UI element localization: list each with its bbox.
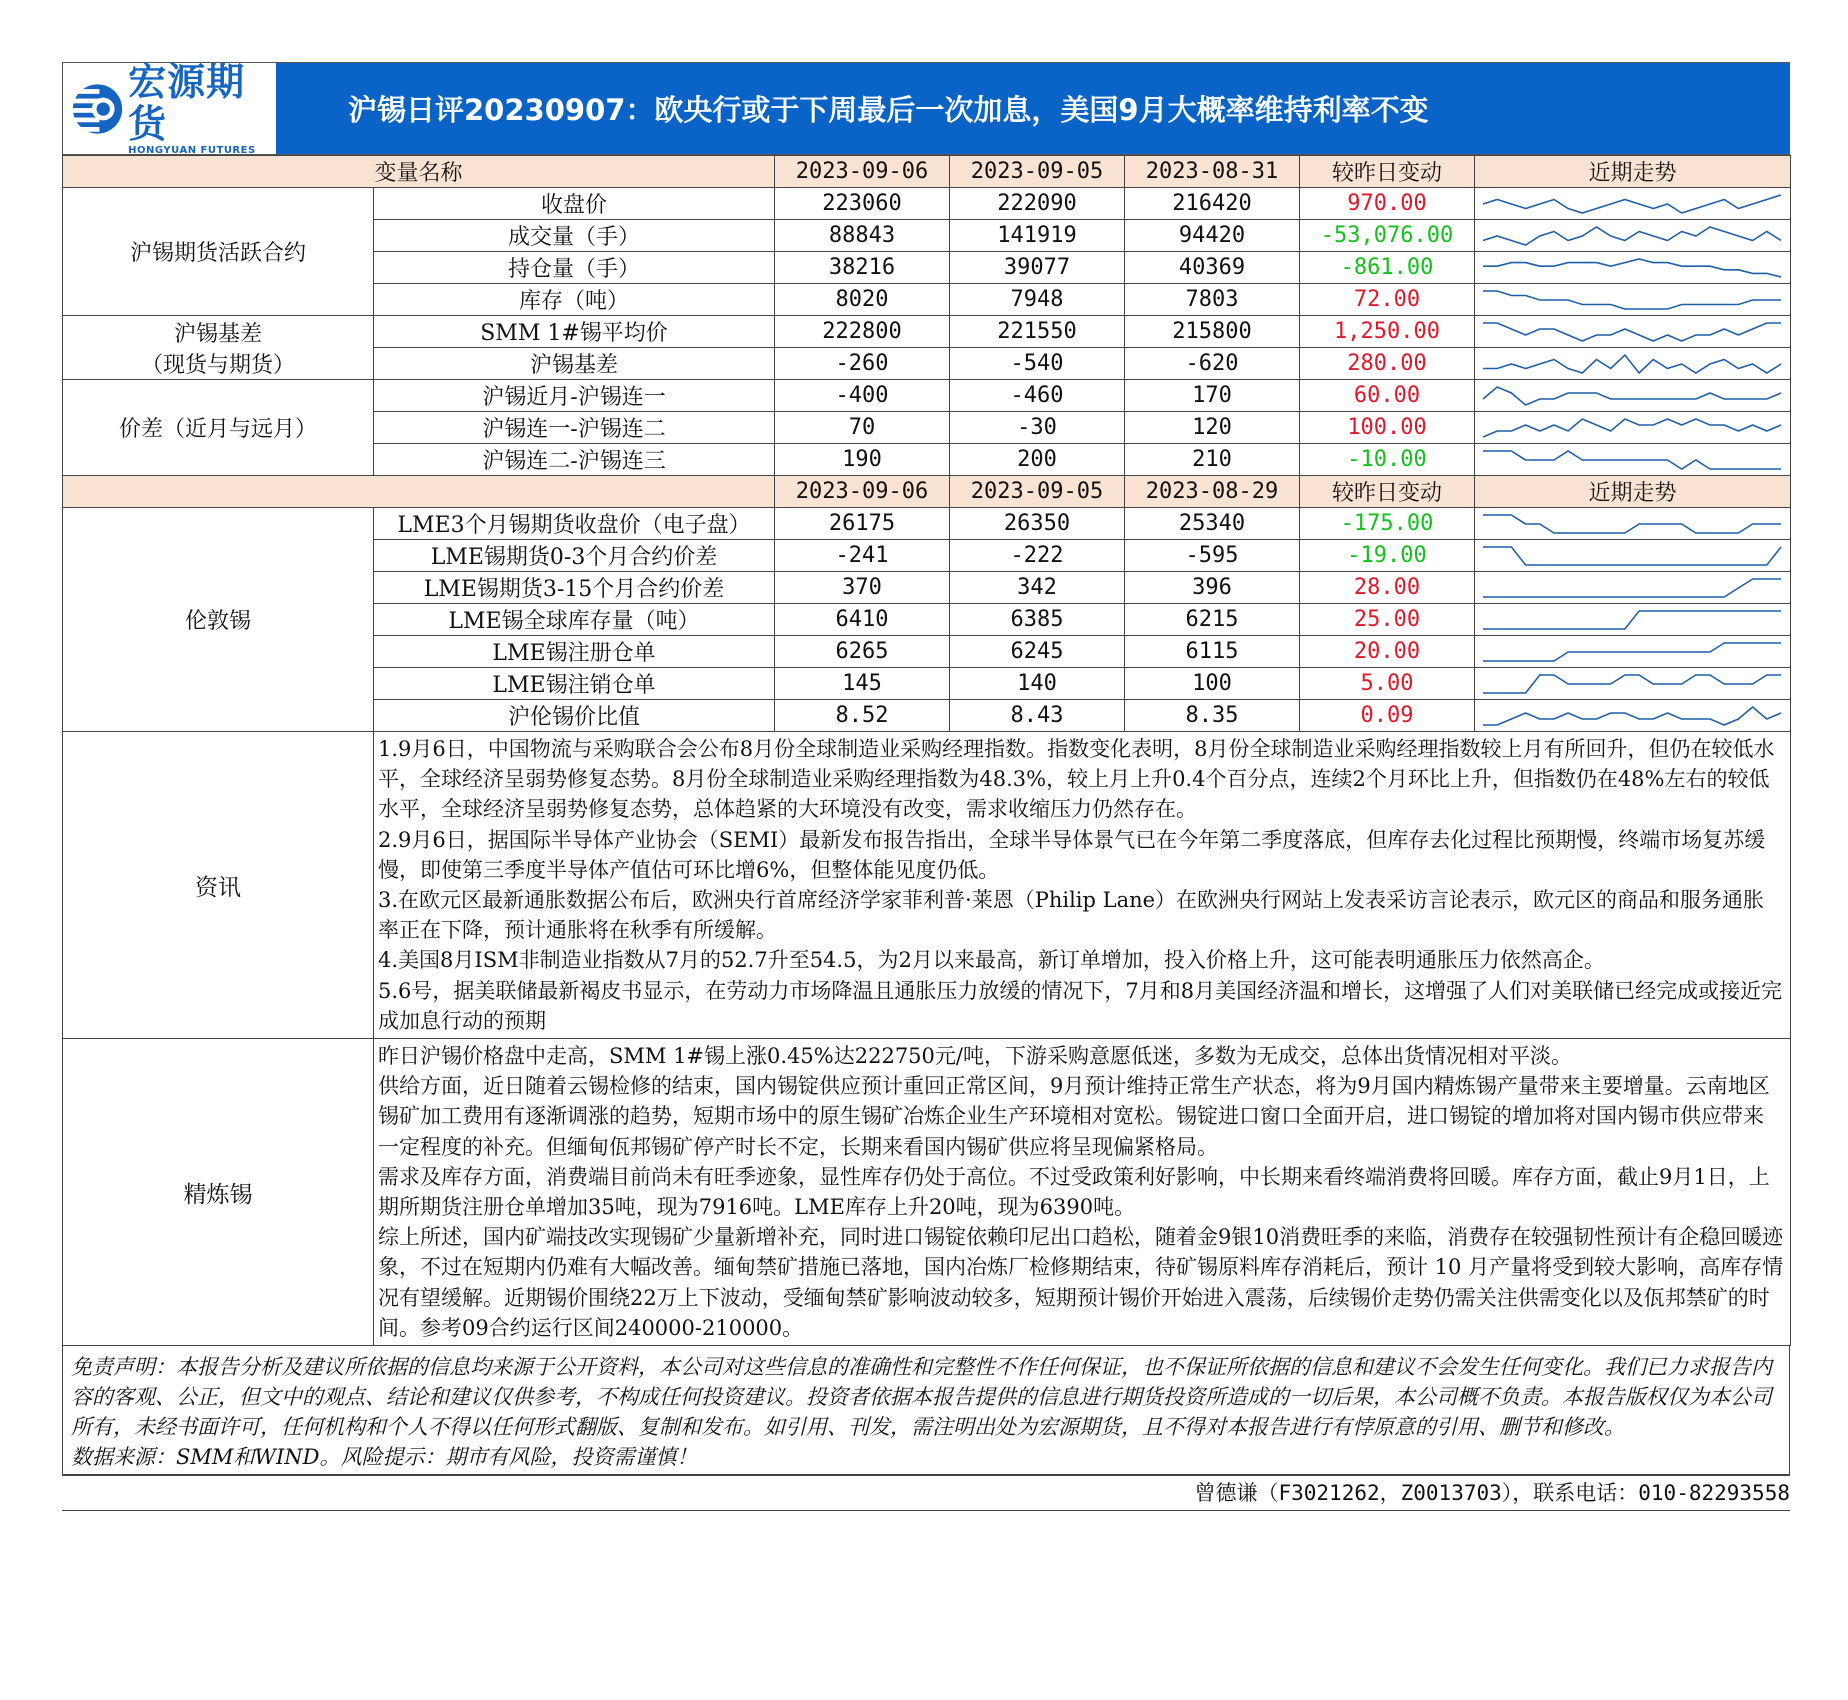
trend-cell — [1475, 444, 1791, 476]
row-label: LME锡注销仓单 — [374, 668, 775, 700]
row-label: 沪锡基差 — [374, 348, 775, 380]
value-cell: -260 — [775, 348, 950, 380]
value-cell: 70 — [775, 412, 950, 444]
row-label: LME3个月锡期货收盘价（电子盘） — [374, 508, 775, 540]
sparkline-chart — [1475, 254, 1789, 282]
sparkline-path — [1483, 355, 1781, 373]
value-cell: -620 — [1125, 348, 1300, 380]
value-cell: -30 — [950, 412, 1125, 444]
value-cell: 26350 — [950, 508, 1125, 540]
value-cell: 26175 — [775, 508, 950, 540]
news-section-paragraph: 3.在欧元区最新通胀数据公布后，欧洲央行首席经济学家菲利普·莱恩（Philip Lane）在欧洲央行网站上发表采访言论表示，欧元区的商品和服务通胀率正在下降，预计通胀将在秋季有所缓解。 — [378, 888, 1765, 943]
value-cell: 145 — [775, 668, 950, 700]
sparkline-chart — [1475, 318, 1789, 346]
hongyuan-logo-icon — [71, 74, 122, 144]
value-cell: 396 — [1125, 572, 1300, 604]
header-variable-name — [63, 476, 775, 508]
row-label: 成交量（手） — [374, 220, 775, 252]
sparkline-path — [1483, 515, 1781, 533]
change-cell: -175.00 — [1300, 508, 1475, 540]
disclaimer-text: 免责声明：本报告分析及建议所依据的信息均来源于公开资料，本公司对这些信息的准确性和完整性不作任何保证，也不保证所依据的信息和建议不会发生任何变化。我们已力求报告内容的客观、公正，但文中的观点、结论和建议仅供参考，不构成任何投资建议。投资者依据本报告提供的信息进行期货投资所造成的一切后果，本公司概不负责。本报告版权仅为本公司所有，未经书面许可，任何机构和个人不得以任何形式翻版、复制和发布。如引用、刊发，需注明出处为宏源期货，且不得对本报告进行有悖原意的引用、删节和修改。 — [71, 1355, 1772, 1440]
report-sheet — [62, 62, 1790, 1511]
trend-cell — [1475, 188, 1791, 220]
value-cell: 38216 — [775, 252, 950, 284]
value-cell: 223060 — [775, 188, 950, 220]
trend-cell — [1475, 572, 1791, 604]
change-cell: 280.00 — [1300, 348, 1475, 380]
sparkline-path — [1483, 195, 1781, 213]
change-cell: -19.00 — [1300, 540, 1475, 572]
news-section-label: 资讯 — [63, 732, 374, 1039]
value-cell: 6265 — [775, 636, 950, 668]
row-label: 沪锡近月-沪锡连一 — [374, 380, 775, 412]
sparkline-path — [1483, 643, 1781, 661]
value-cell: 221550 — [950, 316, 1125, 348]
change-cell: 100.00 — [1300, 412, 1475, 444]
change-cell: 20.00 — [1300, 636, 1475, 668]
trend-cell — [1475, 284, 1791, 316]
value-cell: 216420 — [1125, 188, 1300, 220]
value-cell: 8.43 — [950, 700, 1125, 732]
value-cell: 6245 — [950, 636, 1125, 668]
value-cell: 215800 — [1125, 316, 1300, 348]
table-header-row — [63, 476, 1791, 508]
sparkline-chart — [1475, 510, 1789, 538]
change-cell: -10.00 — [1300, 444, 1475, 476]
refined-tin-section-paragraph: 供给方面，近日随着云锡检修的结束，国内锡锭供应预计重回正常区间，9月预计维持正常生产状态，将为9月国内精炼锡产量带来主要增量。云南地区锡矿加工费用有逐渐调涨的趋势，短期市场中的原生锡矿冶炼企业生产环境相对宽松。锡锭进口窗口全面开启，进口锡锭的增加将对国内锡市供应带来一定程度的补充。但缅甸佤邦锡矿停产时长不定，长期来看国内锡矿供应将呈现偏紧格局。 — [378, 1074, 1770, 1159]
row-label: LME锡注册仓单 — [374, 636, 775, 668]
news-section-paragraph: 2.9月6日，据国际半导体产业协会（SEMI）最新发布报告指出，全球半导体景气已在今年第二季度落底，但库存去化过程比预期慢，终端市场复苏缓慢，即使第三季度半导体产值估可环比增6%，但整体能见度仍低。 — [378, 827, 1766, 882]
change-cell: 72.00 — [1300, 284, 1475, 316]
sparkline-chart — [1475, 446, 1789, 474]
value-cell: 6115 — [1125, 636, 1300, 668]
change-cell: 970.00 — [1300, 188, 1475, 220]
value-cell: 40369 — [1125, 252, 1300, 284]
sparkline-chart — [1475, 574, 1789, 602]
table-row — [63, 188, 1791, 220]
value-cell: 170 — [1125, 380, 1300, 412]
value-cell: 190 — [775, 444, 950, 476]
value-cell: 39077 — [950, 252, 1125, 284]
change-cell: 1,250.00 — [1300, 316, 1475, 348]
sparkline-path — [1483, 675, 1781, 693]
sparkline-path — [1483, 259, 1781, 277]
change-cell: 0.09 — [1300, 700, 1475, 732]
sparkline-path — [1483, 579, 1781, 597]
change-cell: -861.00 — [1300, 252, 1475, 284]
sparkline-chart — [1475, 190, 1789, 218]
value-cell: 7948 — [950, 284, 1125, 316]
sparkline-chart — [1475, 382, 1789, 410]
value-cell: -400 — [775, 380, 950, 412]
company-logo — [63, 60, 276, 156]
trend-cell — [1475, 348, 1791, 380]
group-label — [63, 316, 374, 380]
group-label: 沪锡期货活跃合约 — [63, 188, 374, 316]
row-label: LME锡全球库存量（吨） — [374, 604, 775, 636]
value-cell: 94420 — [1125, 220, 1300, 252]
header-trend: 近期走势 — [1475, 156, 1791, 188]
sparkline-path — [1483, 387, 1781, 405]
sparkline-path — [1483, 227, 1781, 245]
value-cell: 8.52 — [775, 700, 950, 732]
sparkline-path — [1483, 323, 1781, 341]
value-cell: 141919 — [950, 220, 1125, 252]
news-section-content — [374, 732, 1791, 1039]
header-date: 2023-09-06 — [775, 476, 950, 508]
sparkline-path — [1483, 419, 1781, 437]
value-cell: 8020 — [775, 284, 950, 316]
row-label: 沪锡连二-沪锡连三 — [374, 444, 775, 476]
header-change: 较昨日变动 — [1300, 156, 1475, 188]
header-date: 2023-08-31 — [1125, 156, 1300, 188]
sparkline-chart — [1475, 638, 1789, 666]
row-label: LME锡期货3-15个月合约价差 — [374, 572, 775, 604]
group-label-london-tin: 伦敦锡 — [63, 508, 374, 732]
news-section-paragraph: 5.6号，据美联储最新褐皮书显示，在劳动力市场降温且通胀压力放缓的情况下，7月和8月美国经济温和增长，这增强了人们对美联储已经完成或接近完成加息行动的预期 — [378, 978, 1783, 1033]
value-cell: 210 — [1125, 444, 1300, 476]
value-cell: 120 — [1125, 412, 1300, 444]
header-trend: 近期走势 — [1475, 476, 1791, 508]
trend-cell — [1475, 412, 1791, 444]
value-cell: 6215 — [1125, 604, 1300, 636]
row-label: 库存（吨） — [374, 284, 775, 316]
value-cell: 100 — [1125, 668, 1300, 700]
value-cell: -540 — [950, 348, 1125, 380]
value-cell: 8.35 — [1125, 700, 1300, 732]
row-label: SMM 1#锡平均价 — [374, 316, 775, 348]
table-row — [63, 508, 1791, 540]
data-source-text: 数据来源：SMM和WIND。风险提示：期市有风险，投资需谨慎！ — [71, 1445, 698, 1470]
refined-tin-section-paragraph: 需求及库存方面，消费端目前尚未有旺季迹象，显性库存仍处于高位。不过受政策利好影响，中长期来看终端消费将回暖。库存方面，截止9月1日，上期所期货注册仓单增加35吨，现为7916吨。LME库存上升20吨，现为6390吨。 — [378, 1164, 1770, 1220]
refined-tin-section-content — [374, 1039, 1791, 1346]
sparkline-chart — [1475, 670, 1789, 698]
trend-cell — [1475, 380, 1791, 412]
sparkline-path — [1483, 291, 1781, 309]
sparkline-path — [1483, 451, 1781, 469]
value-cell: -241 — [775, 540, 950, 572]
refined-tin-section-row — [63, 1039, 1791, 1346]
sparkline-chart — [1475, 606, 1789, 634]
header-date: 2023-09-05 — [950, 476, 1125, 508]
sparkline-path — [1483, 707, 1781, 725]
logo-english-name: HONGYUAN FUTURES — [128, 145, 256, 156]
value-cell: 6385 — [950, 604, 1125, 636]
change-cell: 28.00 — [1300, 572, 1475, 604]
value-cell: 200 — [950, 444, 1125, 476]
sparkline-path — [1483, 547, 1781, 565]
trend-cell — [1475, 700, 1791, 732]
row-label: 收盘价 — [374, 188, 775, 220]
trend-cell — [1475, 540, 1791, 572]
value-cell: 140 — [950, 668, 1125, 700]
refined-tin-section-label: 精炼锡 — [63, 1039, 374, 1346]
header-date: 2023-09-06 — [775, 156, 950, 188]
analyst-contact: 曾德谦（F3021262，Z0013703），联系电话：010-82293558 — [62, 1475, 1790, 1511]
data-table — [62, 155, 1791, 1346]
value-cell: -222 — [950, 540, 1125, 572]
value-cell: 7803 — [1125, 284, 1300, 316]
trend-cell — [1475, 604, 1791, 636]
row-label: LME锡期货0-3个月合约价差 — [374, 540, 775, 572]
value-cell: 370 — [775, 572, 950, 604]
change-cell: 5.00 — [1300, 668, 1475, 700]
row-label: 沪锡连一-沪锡连二 — [374, 412, 775, 444]
header-date: 2023-09-05 — [950, 156, 1125, 188]
report-header — [62, 62, 1790, 155]
sparkline-chart — [1475, 350, 1789, 378]
value-cell: 88843 — [775, 220, 950, 252]
change-cell: 25.00 — [1300, 604, 1475, 636]
trend-cell — [1475, 316, 1791, 348]
group-label-line: （现货与期货） — [140, 352, 295, 378]
value-cell: -595 — [1125, 540, 1300, 572]
header-date: 2023-08-29 — [1125, 476, 1300, 508]
report-title: 沪锡日评20230907：欧央行或于下周最后一次加息，美国9月大概率维持利率不变 — [276, 63, 1789, 154]
value-cell: 6410 — [775, 604, 950, 636]
sparkline-chart — [1475, 702, 1789, 730]
header-variable-name: 变量名称 — [63, 156, 775, 188]
table-row — [63, 380, 1791, 412]
group-label: 价差（近月与远月） — [63, 380, 374, 476]
value-cell: 222800 — [775, 316, 950, 348]
news-section-paragraph: 1.9月6日，中国物流与采购联合会公布8月份全球制造业采购经理指数。指数变化表明，8月份全球制造业采购经理指数较上月有所回升，但仍在较低水平，全球经济呈弱势修复态势。8月份全球制造业采购经理指数为48.3%，较上月上升0.4个百分点，连续2个月环比上升，但指数仍在48%左右的较低水平，全球经济呈弱势修复态势，总体趋紧的大环境没有改变，需求收缩压力仍然存在。 — [378, 737, 1775, 822]
header-change: 较昨日变动 — [1300, 476, 1475, 508]
trend-cell — [1475, 220, 1791, 252]
table-header-row — [63, 156, 1791, 188]
news-section-paragraph: 4.美国8月ISM非制造业指数从7月的52.7升至54.5，为2月以来最高，新订单增加，投入价格上升，这可能表明通胀压力依然高企。 — [378, 948, 1605, 973]
refined-tin-section-paragraph: 昨日沪锡价格盘中走高，SMM 1#锡上涨0.45%达222750元/吨，下游采购意愿低迷，多数为无成交，总体出货情况相对平淡。 — [378, 1044, 1572, 1069]
value-cell: 342 — [950, 572, 1125, 604]
sparkline-chart — [1475, 414, 1789, 442]
sparkline-chart — [1475, 222, 1789, 250]
row-label: 持仓量（手） — [374, 252, 775, 284]
table-row — [63, 316, 1791, 348]
sparkline-chart — [1475, 286, 1789, 314]
news-section-row — [63, 732, 1791, 1039]
value-cell: 222090 — [950, 188, 1125, 220]
trend-cell — [1475, 252, 1791, 284]
refined-tin-section-paragraph: 综上所述，国内矿端技改实现锡矿少量新增补充，同时进口锡锭依赖印尼出口趋松，随着金9银10消费旺季的来临，消费存在较强韧性预计有企稳回暖迹象，不过在短期内仍难有大幅改善。缅甸禁矿措施已落地，国内冶炼厂检修期结束，待矿锡原料库存消耗后，预计 10 月产量将受到较大影响，高库存情况有望缓解。近期锡价围绕22万上下波动，受缅甸禁矿影响波动较多，短期预计锡价开始进入震荡，后续锡价走势仍需关注供需变化以及佤邦禁矿的时间。参考09合约运行区间240000-210000。 — [378, 1225, 1784, 1340]
value-cell: -460 — [950, 380, 1125, 412]
sparkline-path — [1483, 611, 1781, 629]
disclaimer — [62, 1346, 1790, 1475]
trend-cell — [1475, 508, 1791, 540]
trend-cell — [1475, 636, 1791, 668]
sparkline-chart — [1475, 542, 1789, 570]
trend-cell — [1475, 668, 1791, 700]
change-cell: 60.00 — [1300, 380, 1475, 412]
value-cell: 25340 — [1125, 508, 1300, 540]
row-label: 沪伦锡价比值 — [374, 700, 775, 732]
group-label-line: 沪锡基差 — [173, 321, 262, 347]
change-cell: -53,076.00 — [1300, 220, 1475, 252]
logo-chinese-name: 宏源期货 — [128, 60, 246, 146]
